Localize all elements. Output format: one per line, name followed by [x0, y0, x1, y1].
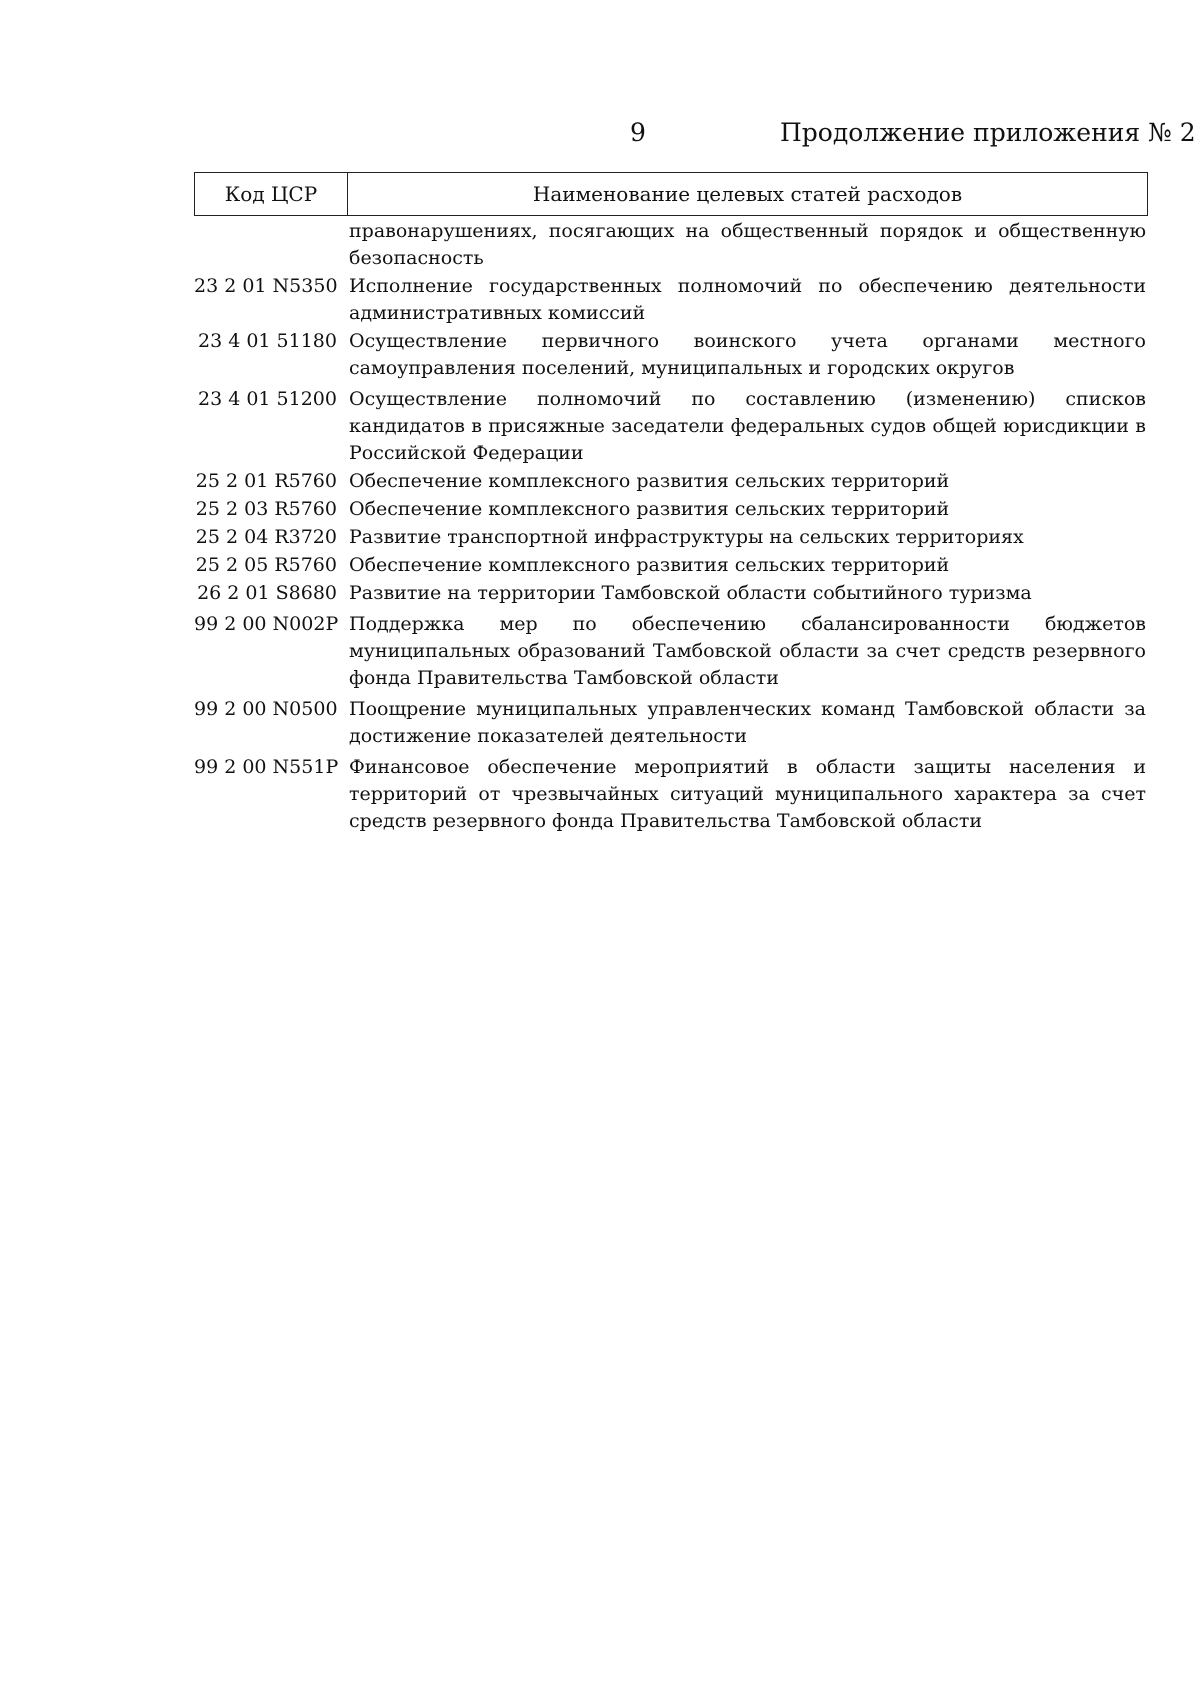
table-row [194, 754, 1148, 835]
row-code: 25 2 03 R5760 [195, 498, 337, 520]
page-number: 9 [630, 118, 646, 147]
row-name: правонарушениях, посягающих на общественный порядок и общественную безопасность [349, 220, 1146, 269]
row-code: 23 4 01 51200 [197, 388, 337, 410]
row-code: 23 2 01 N5350 [194, 275, 338, 297]
continuation-title: Продолжение приложения № 2 [780, 118, 1196, 147]
table-row [194, 328, 1148, 382]
table-row [194, 552, 1148, 579]
row-code: 99 2 00 N002P [194, 613, 339, 635]
row-name: Поощрение муниципальных управленческих команд Тамбовской области за достижение показателей деятельности [349, 698, 1146, 747]
row-code: 99 2 00 N551P [194, 756, 339, 778]
table-row [194, 524, 1148, 551]
row-name: Поддержка мер по обеспечению сбалансированности бюджетов муниципальных образований Тамбовской области за счет средств резервного фонда Правительства Тамбовской области [349, 613, 1146, 689]
row-name: Осуществление первичного воинского учета органами местного самоуправления поселений, муниципальных и городских округов [349, 330, 1146, 379]
table-row [194, 386, 1148, 467]
row-code: 26 2 01 S8680 [197, 582, 337, 604]
row-code: 23 4 01 51180 [197, 330, 337, 352]
row-name: Исполнение государственных полномочий по обеспечению деятельности административных комиссий [349, 275, 1146, 324]
row-name: Обеспечение комплексного развития сельских территорий [349, 470, 950, 492]
table-row [194, 468, 1148, 495]
row-code: 99 2 00 N0500 [194, 698, 338, 720]
table-row [194, 496, 1148, 523]
table-row [194, 273, 1148, 327]
row-code: 25 2 04 R3720 [195, 526, 337, 548]
row-name: Финансовое обеспечение мероприятий в области защиты населения и территорий от чрезвычайных ситуаций муниципального характера за счет средств резервного фонда Правительства Тамбовской области [349, 756, 1146, 832]
column-header-name: Наименование целевых статей расходов [532, 182, 963, 206]
table-header [194, 172, 1148, 216]
table-row [194, 218, 1148, 272]
row-name: Осуществление полномочий по составлению (изменению) списков кандидатов в присяжные заседатели федеральных судов общей юрисдикции в Российской Федерации [349, 388, 1146, 464]
row-name: Развитие на территории Тамбовской области событийного туризма [349, 582, 1032, 604]
row-code: 25 2 01 R5760 [195, 470, 337, 492]
row-code: 25 2 05 R5760 [195, 554, 337, 576]
table-body [194, 218, 1148, 835]
table-row [194, 696, 1148, 750]
column-header-code: Код ЦСР [195, 173, 348, 215]
table-row [194, 611, 1148, 692]
page-header [0, 116, 1200, 156]
row-name: Обеспечение комплексного развития сельских территорий [349, 554, 950, 576]
table-row [194, 580, 1148, 607]
row-name: Обеспечение комплексного развития сельских территорий [349, 498, 950, 520]
row-name: Развитие транспортной инфраструктуры на сельских территориях [349, 526, 1024, 548]
